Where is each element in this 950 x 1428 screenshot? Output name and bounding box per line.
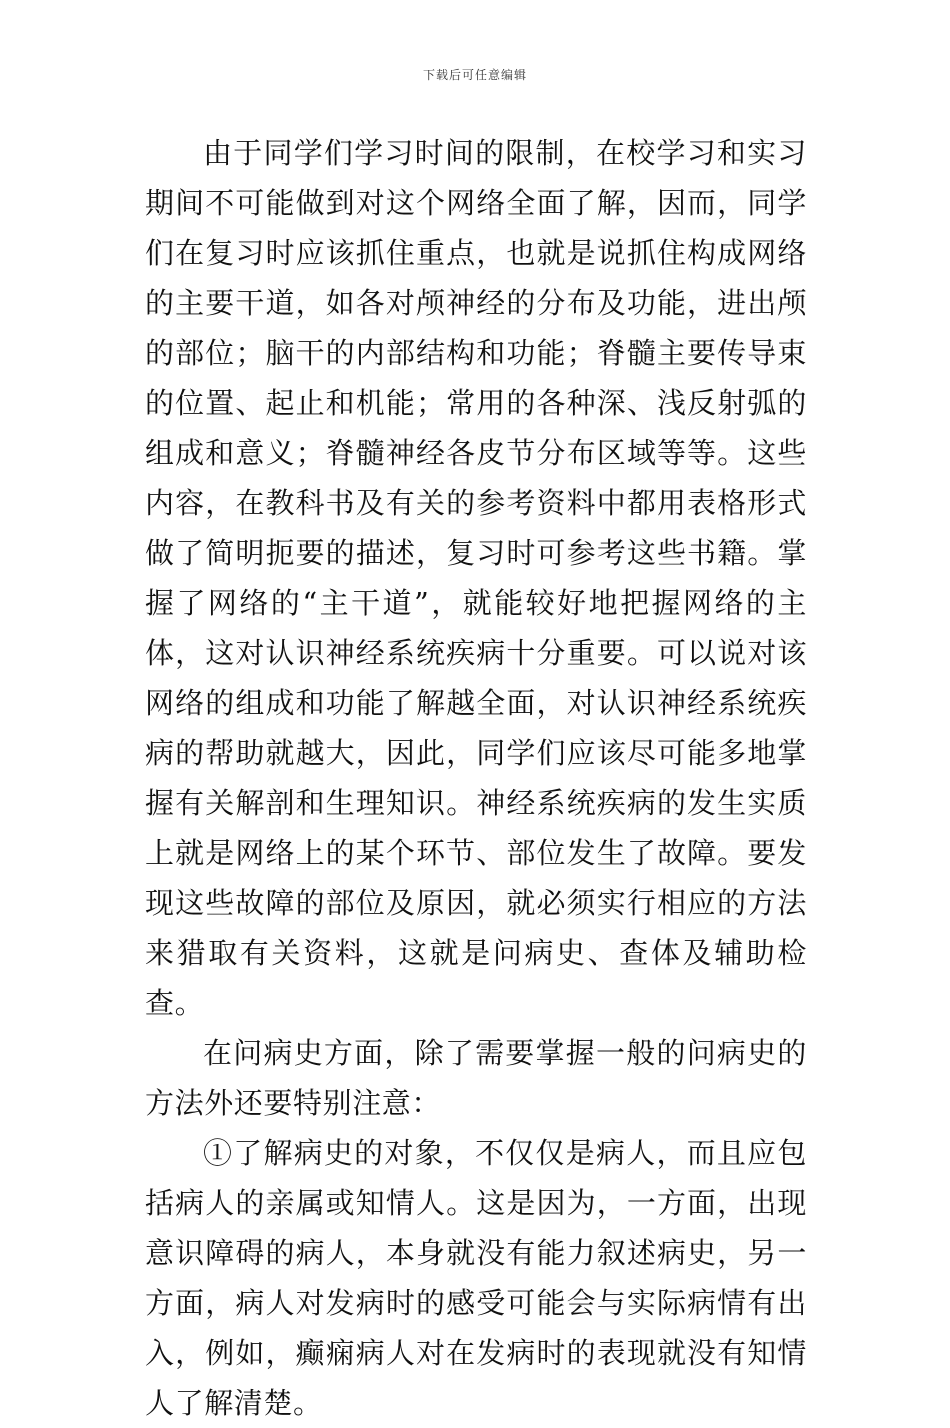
paragraph-1: 由于同学们学习时间的限制，在校学习和实习期间不可能做到对这个网络全面了解，因而，同学们在复习时应该抓住重点，也就是说抓住构成网络的主要干道，如各对颅神经的分布及功能，进出颅的部位；脑干的内部结构和功能；脊髓主要传导束的位置、起止和机能；常用的各种深、浅反射弧的组成和意义；脊髓神经各皮节分布区域等等。这些内容，在教科书及有关的参考资料中都用表格形式做了简明扼要的描述，复习时可参考这些书籍。掌握了网络的“主干道”，就能较好地把握网络的主体，这对认识神经系统疾病十分重要。可以说对该网络的组成和功能了解越全面，对认识神经系统疾病的帮助就越大，因此，同学们应该尽可能多地掌握有关解剖和生理知识。神经系统疾病的发生实质上就是网络上的某个环节、部位发生了故障。要发现这些故障的部位及原因，就必须实行相应的方法来猎取有关资料，这就是问病史、查体及辅助检查。 [145,136,807,1020]
page-header: 下载后可任意编辑 [422,68,527,82]
paragraph-2: 在问病史方面，除了需要掌握一般的问病史的方法外还要特别注意： [145,1036,807,1120]
paragraph-3: ①了解病史的对象，不仅仅是病人，而且应包括病人的亲属或知情人。这是因为，一方面，出现意识障碍的病人，本身就没有能力叙述病史，另一方面，病人对发病时的感受可能会与实际病情有出入，例如，癫痫病人对在发病时的表现就没有知情人了解清楚。 [145,1136,807,1420]
document-body [145,128,807,1428]
